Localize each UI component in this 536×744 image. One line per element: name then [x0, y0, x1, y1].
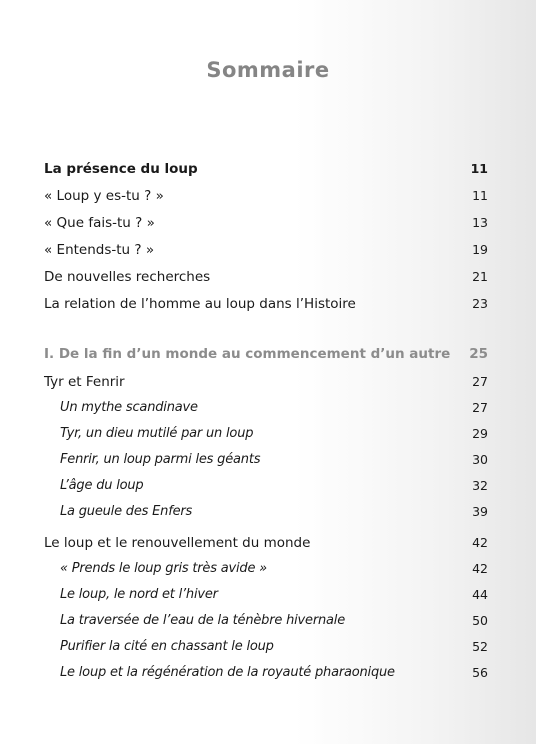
toc-entry-page: 11 — [472, 188, 488, 203]
toc-entry-label: I. De la fin d’un monde au commencement d’un autre — [44, 346, 451, 362]
toc-entry — [44, 240, 488, 260]
toc-subentry — [60, 476, 488, 496]
toc-subentry — [60, 611, 488, 631]
toc-entry-label: La relation de l’homme au loup dans l’Histoire — [44, 296, 356, 312]
toc-entry-label: Le loup et la régénération de la royauté pharaonique — [60, 665, 395, 680]
toc-entry-page: 29 — [472, 426, 488, 441]
toc-entry-label: Tyr et Fenrir — [44, 374, 125, 390]
toc-entry-page: 27 — [472, 374, 488, 389]
toc-entry-label: Purifier la cité en chassant le loup — [60, 639, 274, 654]
toc-entry-page: 23 — [472, 296, 488, 311]
toc-entry-page: 50 — [472, 613, 488, 628]
toc-entry-page: 27 — [472, 400, 488, 415]
toc-subentry — [60, 502, 488, 522]
toc-entry-page: 44 — [472, 587, 488, 602]
toc-entry-page: 32 — [472, 478, 488, 493]
toc-entry — [44, 267, 488, 287]
toc-entry-page: 39 — [472, 504, 488, 519]
toc-entry-page: 42 — [472, 561, 488, 576]
toc-entry-label: La gueule des Enfers — [60, 504, 193, 519]
toc-entry-label: « Loup y es-tu ? » — [44, 188, 164, 204]
toc-entry-page: 56 — [472, 665, 488, 680]
toc-entry-label: Un mythe scandinave — [60, 400, 198, 415]
toc-entry — [44, 159, 488, 179]
toc-entry-page: 21 — [472, 269, 488, 284]
toc-entry-page: 42 — [472, 535, 488, 550]
toc-subentry — [60, 398, 488, 418]
toc-entry-label: Le loup et le renouvellement du monde — [44, 535, 311, 551]
toc-part-heading — [44, 344, 488, 364]
toc-entry-page: 13 — [472, 215, 488, 230]
toc-entry-label: Tyr, un dieu mutilé par un loup — [60, 426, 254, 441]
toc-entry-page: 30 — [472, 452, 488, 467]
toc-subentry — [60, 559, 488, 579]
toc-entry — [44, 372, 488, 392]
toc-entry — [44, 213, 488, 233]
toc-subentry — [60, 424, 488, 444]
toc-entry — [44, 294, 488, 314]
toc-entry-label: Le loup, le nord et l’hiver — [60, 587, 218, 602]
toc-subentry — [60, 450, 488, 470]
toc-entry-page: 19 — [472, 242, 488, 257]
toc-subentry — [60, 585, 488, 605]
toc-entry-label: L’âge du loup — [60, 478, 144, 493]
toc-entry — [44, 186, 488, 206]
toc-subentry — [60, 637, 488, 657]
toc-entry-page: 52 — [472, 639, 488, 654]
toc-entry-label: « Prends le loup gris très avide » — [60, 561, 268, 576]
toc-entry-page: 11 — [470, 161, 488, 176]
toc-entry-page: 25 — [469, 346, 488, 362]
toc-entry-label: « Entends-tu ? » — [44, 242, 155, 258]
toc-entry-label: La traversée de l’eau de la ténèbre hivernale — [60, 613, 346, 628]
toc-subentry — [60, 663, 488, 683]
toc-entry — [44, 533, 488, 553]
page-title: Sommaire — [206, 58, 330, 82]
toc-entry-label: De nouvelles recherches — [44, 269, 211, 285]
toc-entry-label: La présence du loup — [44, 161, 198, 177]
toc-entry-label: Fenrir, un loup parmi les géants — [60, 452, 261, 467]
toc-entry-label: « Que fais-tu ? » — [44, 215, 155, 231]
